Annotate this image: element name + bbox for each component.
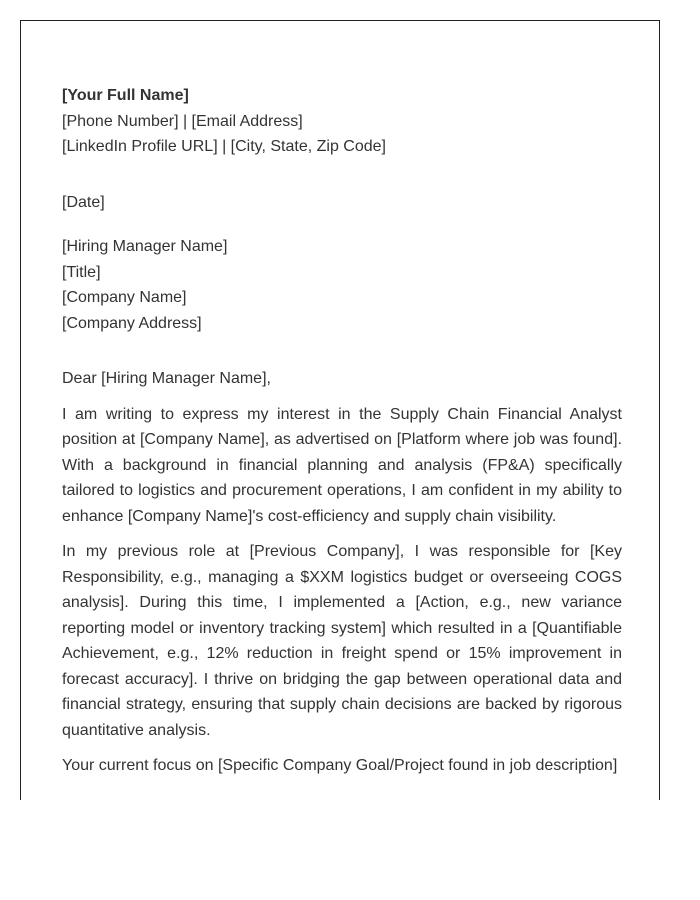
letter-date: [Date]: [62, 193, 105, 211]
body-paragraph-3: Your current focus on [Specific Company Goal/Project found in job description]: [62, 757, 618, 774]
sender-full-name: [Your Full Name]: [62, 87, 189, 104]
recipient-title: [Title]: [62, 263, 101, 281]
recipient-company-address: [Company Address]: [62, 314, 202, 332]
letter-body: [62, 83, 622, 789]
sender-contact-line-2: [LinkedIn Profile URL] | [City, State, Zip Code]: [62, 138, 386, 155]
recipient-block: [62, 234, 622, 336]
recipient-hiring-manager: [Hiring Manager Name]: [62, 238, 228, 255]
sender-contact-line-1: [Phone Number] | [Email Address]: [62, 112, 303, 130]
body-paragraph-1: I am writing to express my interest in the Supply Chain Financial Analyst position at [Company Name], as advertised on [Platform where job was found]. With a background in financial planning and analysis (FP&A) specifically tailored to logistics and procurement operations, I am confident in my ability to enhance [Company Name]'s cost-efficiency and supply chain visibility.: [62, 405, 622, 525]
salutation: Dear [Hiring Manager Name],: [62, 370, 271, 387]
sender-header: [62, 83, 622, 160]
recipient-company-name: [Company Name]: [62, 289, 187, 306]
document-page: [20, 20, 660, 800]
body-paragraph-2: In my previous role at [Previous Company], I was responsible for [Key Responsibility, e.g., managing a $XXM logistics budget or overseeing COGS analysis]. During this time, I implemented a [Action, e.g., new variance reporting model or inventory tracking system] which resulted in a [Quantifiable Achievement, e.g., 12% reduction in freight spend or 15% improvement in forecast accuracy]. I thrive on bridging the gap between operational data and financial strategy, ensuring that supply chain decisions are backed by rigorous quantitative analysis.: [62, 543, 622, 739]
